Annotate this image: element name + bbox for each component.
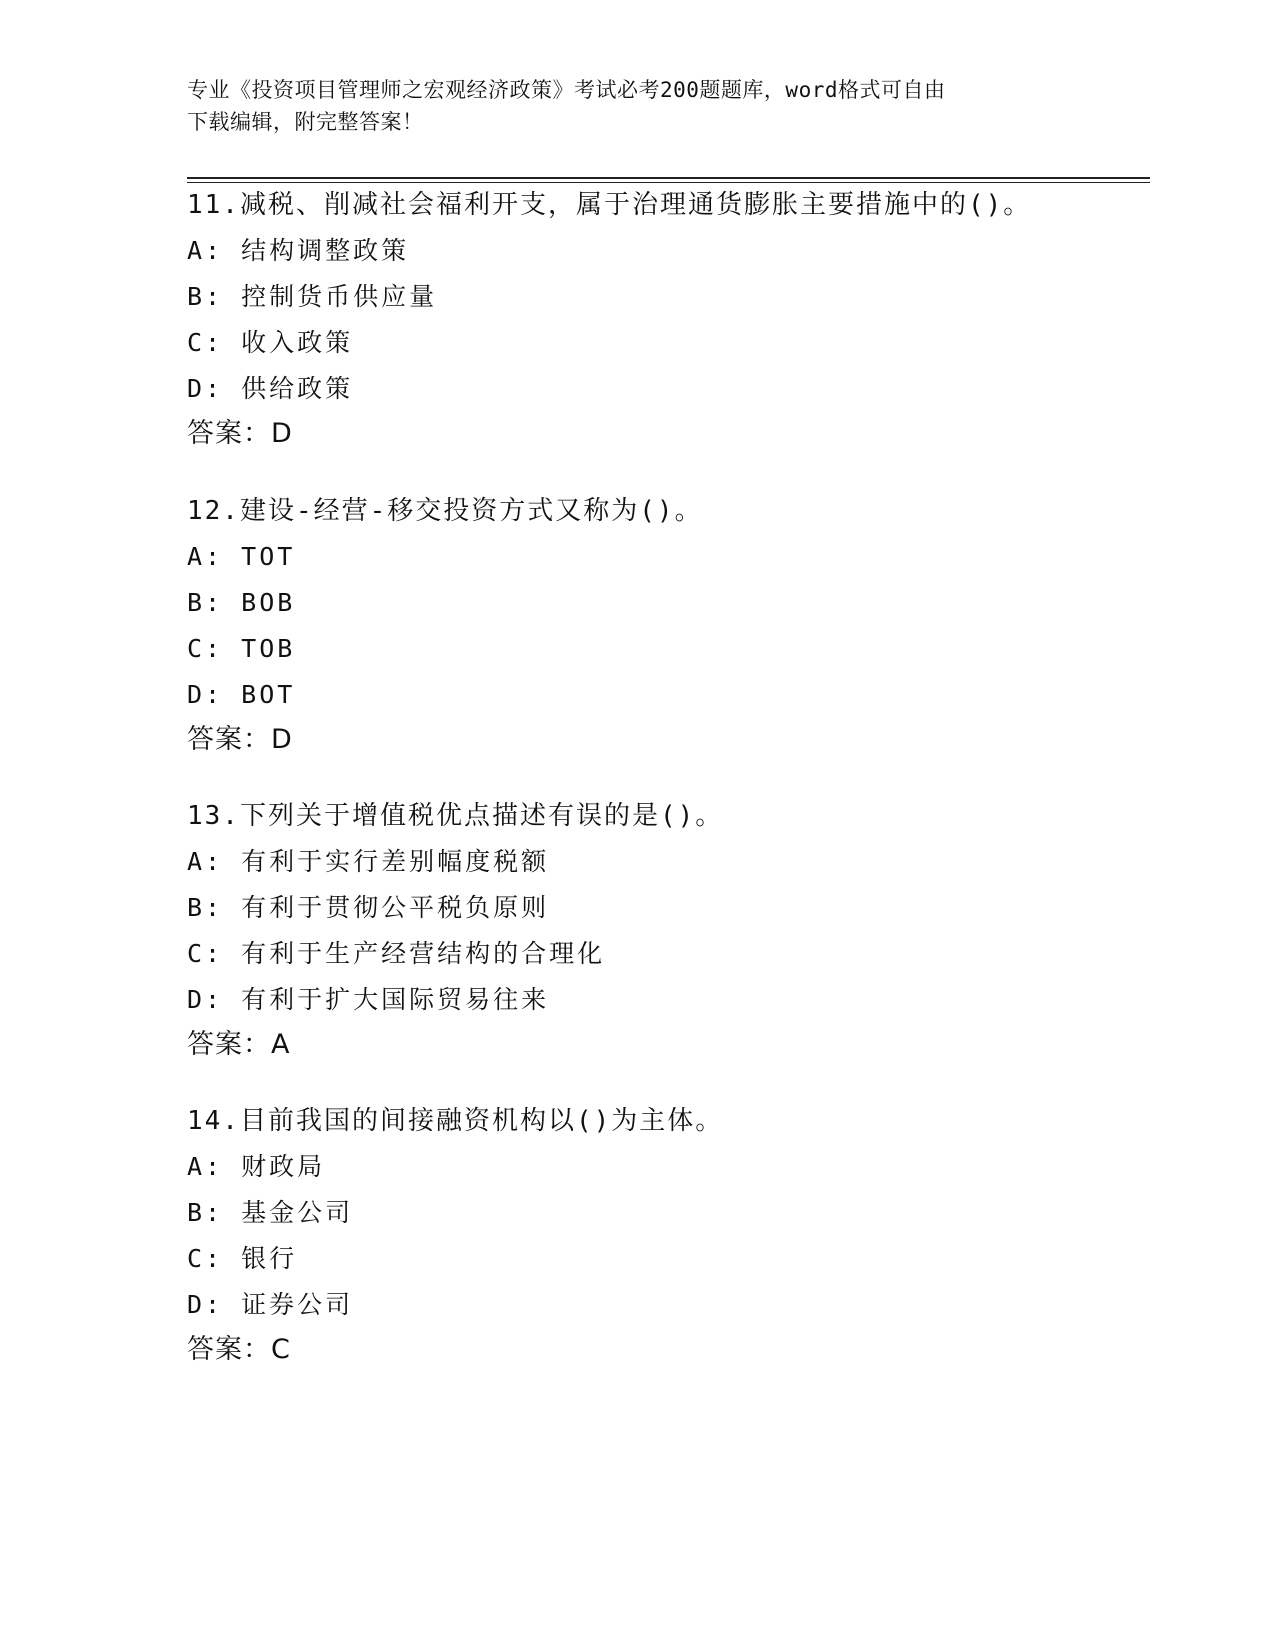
option-c: C: 银行 (187, 1244, 298, 1273)
answer-line: 答案：D (187, 724, 293, 755)
header-line-1: 专业《投资项目管理师之宏观经济政策》考试必考200题题库，word格式可自由 (187, 78, 946, 102)
option-d: D: 证券公司 (187, 1290, 354, 1319)
option-c: C: 收入政策 (187, 328, 354, 357)
answer-line: 答案：A (187, 1029, 291, 1060)
header-line-2: 下载编辑，附完整答案！ (187, 110, 424, 134)
option-b: B: BOB (187, 588, 296, 617)
option-b: B: 有利于贯彻公平税负原则 (187, 893, 550, 922)
question-12 (187, 488, 1147, 762)
option-c: C: TOB (187, 634, 296, 663)
document-header (187, 74, 1087, 138)
option-a: A: 财政局 (187, 1152, 326, 1181)
option-d: D: 有利于扩大国际贸易往来 (187, 985, 550, 1014)
option-b: B: 基金公司 (187, 1198, 354, 1227)
answer-line: 答案：C (187, 1334, 291, 1365)
option-a: A: 有利于实行差别幅度税额 (187, 847, 550, 876)
question-stem: 14.目前我国的间接融资机构以()为主体。 (187, 1106, 724, 1136)
option-b: B: 控制货币供应量 (187, 282, 438, 311)
option-a: A: TOT (187, 542, 296, 571)
question-11 (187, 182, 1147, 456)
question-stem: 13.下列关于增值税优点描述有误的是()。 (187, 801, 724, 831)
option-d: D: BOT (187, 680, 296, 709)
answer-line: 答案：D (187, 418, 293, 449)
question-stem: 11.减税、削减社会福利开支，属于治理通货膨胀主要措施中的()。 (187, 190, 1032, 220)
question-13 (187, 793, 1147, 1067)
question-14 (187, 1098, 1147, 1372)
option-a: A: 结构调整政策 (187, 236, 410, 265)
option-d: D: 供给政策 (187, 374, 354, 403)
option-c: C: 有利于生产经营结构的合理化 (187, 939, 606, 968)
question-stem: 12.建设-经营-移交投资方式又称为()。 (187, 496, 703, 526)
header-rule-thick (187, 177, 1150, 179)
